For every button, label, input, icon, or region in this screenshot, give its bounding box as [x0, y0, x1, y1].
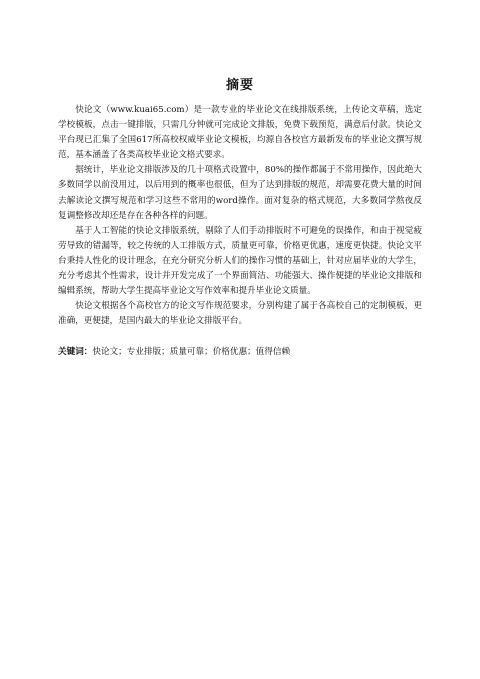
paragraph-templates: 快论文根据各个高校官方的论文写作规范要求，分别构建了属于各高校自己的定制模板，更准确，更便捷，是国内最大的毕业论文排版平台。: [58, 301, 422, 327]
keywords-line: [58, 345, 422, 360]
paragraph-ai-system: 基于人工智能的快论文排版系统，剔除了人们手动排版时不可避免的误操作，和由于视觉疲劳导致的错漏等，较之传统的人工排版方式，质量更可靠，价格更优惠，速度更快捷。快论文平台秉持人性化的设计理念，在充分研究分析人们的操作习惯的基础上，针对应届毕业的大学生，充分考虑其个性需求，设计并开发完成了一个界面简洁、功能强大、操作便捷的毕业论文排版和编辑系统，帮助大学生提高毕业论文写作效率和提升毕业论文质量。: [58, 225, 422, 297]
paragraph-statistics: 据统计，毕业论文排版涉及的几十项格式设置中，80%的操作都属于不常用操作，因此绝大多数同学以前没用过，以后用到的概率也很低，但为了达到排版的规范，却需要花费大量的时间去解读论文撰写规范和学习这些不常用的word操作。面对复杂的格式规范，大多数同学熬夜反复调整修改却还是存在各种各样的问题。: [58, 165, 422, 221]
paragraph-intro: 快论文（www.kuai65.com）是一款专业的毕业论文在线排版系统，上传论文草稿，选定学校模板，点击一键排版，只需几分钟就可完成论文排版，免费下载预览，满意后付款。快论文平台现已汇集了全国617所高校权威毕业论文模板，均源自各校官方最新发布的毕业论文撰写规范，基本涵盖了各类高校毕业论文格式要求。: [58, 105, 422, 161]
keywords-text: 快论文；专业排版；质量可靠；价格优惠；值得信赖: [92, 347, 291, 358]
keywords-label: 关键词：: [58, 347, 93, 358]
abstract-title: 摘要: [225, 78, 254, 93]
